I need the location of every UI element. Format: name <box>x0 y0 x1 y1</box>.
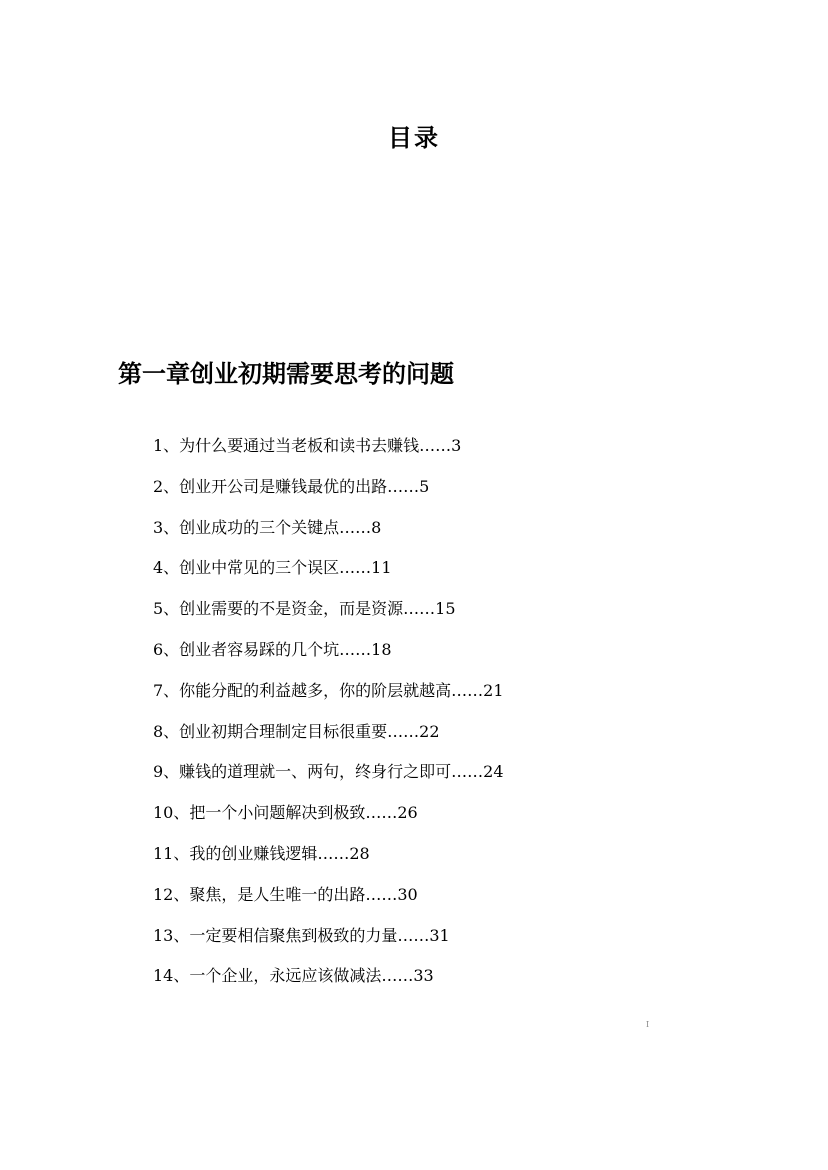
chapter-heading: 第一章创业初期需要思考的问题 <box>118 359 454 388</box>
toc-entry: 1、为什么要通过当老板和读书去赚钱……3 <box>153 436 462 455</box>
toc-entry: 10、把一个小问题解决到极致……26 <box>153 803 418 823</box>
toc-entry: 14、一个企业，永远应该做减法……33 <box>153 966 434 986</box>
toc-entry: 6、创业者容易踩的几个坑……18 <box>153 639 392 659</box>
toc-entry: 9、赚钱的道理就一、两句，终身行之即可……24 <box>153 762 504 782</box>
toc-entry: 13、一定要相信聚焦到极致的力量……31 <box>153 925 450 945</box>
toc-entry: 3、创业成功的三个关键点……8 <box>153 517 382 537</box>
toc-entry: 2、创业开公司是赚钱最优的出路……5 <box>153 476 430 496</box>
page-number: I <box>646 1020 650 1029</box>
toc-title: 目录 <box>388 123 440 152</box>
toc-entry: 7、你能分配的利益越多，你的阶层就越高……21 <box>153 680 504 700</box>
toc-list <box>153 434 504 1005</box>
toc-entry: 11、我的创业赚钱逻辑……28 <box>153 843 370 863</box>
toc-entry: 5、创业需要的不是资金，而是资源……15 <box>153 599 456 619</box>
toc-entry: 4、创业中常见的三个误区……11 <box>153 558 392 578</box>
toc-entry: 8、创业初期合理制定目标很重要……22 <box>153 721 440 741</box>
toc-entry: 12、聚焦，是人生唯一的出路……30 <box>153 884 418 904</box>
